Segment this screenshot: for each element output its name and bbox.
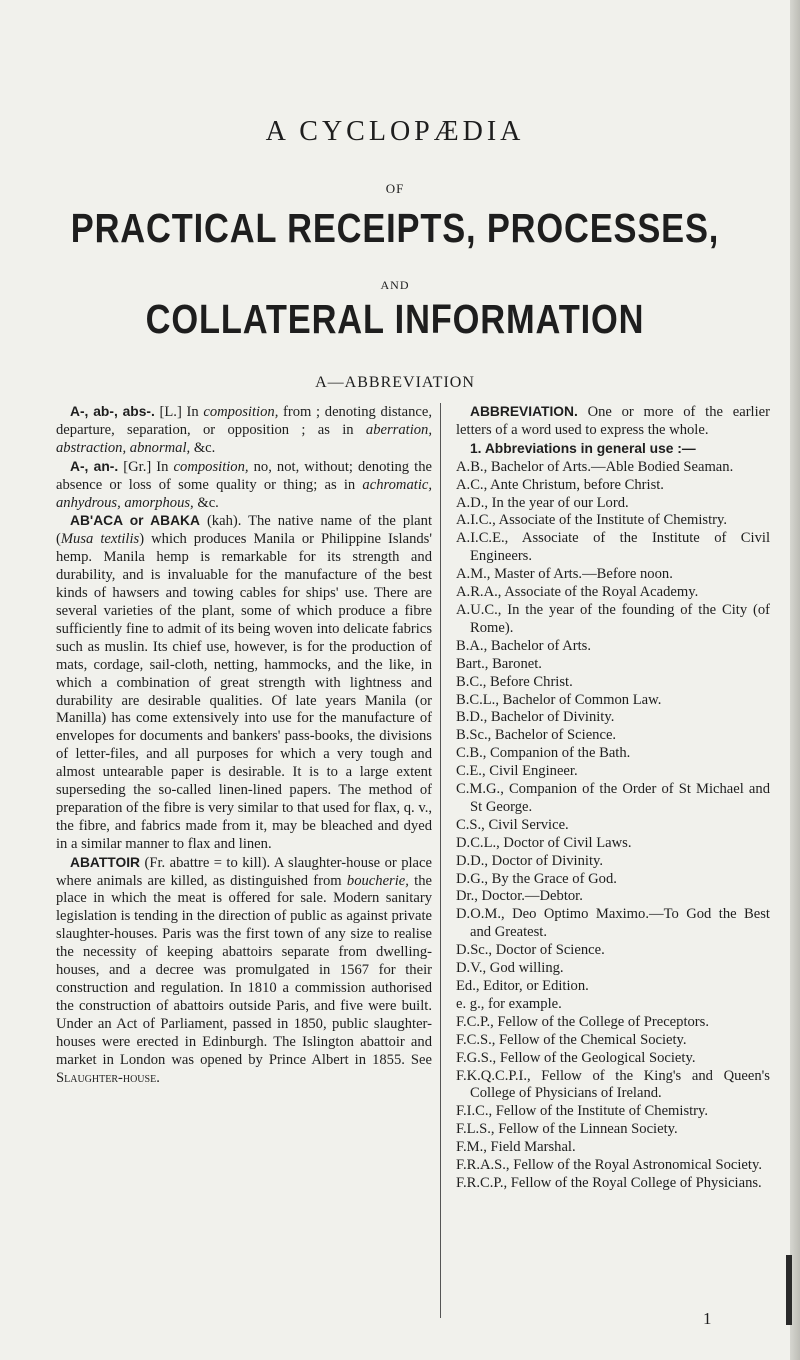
abbreviation-item: F.C.S., Fellow of the Chemical Society. <box>456 1031 687 1048</box>
entry-pronunciation: (kah). <box>199 513 242 530</box>
abbreviation-item: D.V., God willing. <box>456 960 564 977</box>
abbreviation-item: F.L.S., Fellow of the Linnean Society. <box>456 1121 678 1138</box>
title-line-cyclopaedia: A CYCLOPÆDIA <box>265 116 525 147</box>
entry-text: no, not, without; denoting the absence or loss of some quality or thing; as in <box>56 458 432 493</box>
entry-italic: Musa textilis <box>60 531 140 548</box>
abbreviation-item: F.K.Q.C.P.I., Fellow of the King's and Queen's College of Physicians of Ireland. <box>456 1067 770 1102</box>
entry-text: In <box>151 458 174 475</box>
left-column <box>56 403 432 1087</box>
abbreviation-item: B.C., Before Christ. <box>456 673 573 690</box>
entry-text: One or more of the earlier letters of a word used to express the whole. <box>456 404 770 438</box>
right-column <box>456 403 770 1193</box>
abbreviation-item: A.C., Ante Christum, before Christ. <box>456 476 664 493</box>
abbreviation-item: C.E., Civil Engineer. <box>456 763 578 780</box>
entry-headword: A-, an-. <box>70 458 119 474</box>
entry-a-an <box>56 458 432 513</box>
abbreviation-item: Dr., Doctor.—Debtor. <box>456 888 583 905</box>
abbreviation-item: e. g., for example. <box>456 995 562 1012</box>
entry-headword: ABBREVIATION. <box>470 404 578 419</box>
entry-examples: aberration, abstraction, abnormal, <box>56 421 432 456</box>
abbreviation-item: D.C.L., Doctor of Civil Laws. <box>456 834 632 851</box>
abbreviation-item: F.C.P., Fellow of the College of Preceptors. <box>456 1013 709 1030</box>
abbreviation-item: D.Sc., Doctor of Science. <box>456 942 605 959</box>
entry-examples: achromatic, anhydrous, amorphous, <box>56 476 432 511</box>
entry-origin-tag: [Gr.] <box>123 458 152 475</box>
cross-reference: Slaughter-house. <box>56 1069 160 1086</box>
abbreviation-item: A.I.C.E., Associate of the Institute of Civil Engineers. <box>456 530 770 565</box>
entry-text: from ; denoting distance, departure, separation, or opposition ; as in <box>56 404 432 438</box>
subheading-general-use <box>456 440 770 459</box>
abbreviation-item: C.S., Civil Service. <box>456 816 569 833</box>
abbreviation-item: F.G.S., Fellow of the Geological Society. <box>456 1049 696 1066</box>
abbreviation-item: A.B., Bachelor of Arts.—Able Bodied Seaman. <box>456 458 734 475</box>
entry-abattoir <box>56 854 432 1088</box>
abbreviation-item: B.A., Bachelor of Arts. <box>456 637 591 654</box>
entry-origin-tag: [L.] <box>159 404 182 420</box>
entry-text: the place in which the meat is offered for sale. Modern sanitary legislation is tending in the direction of public as against private slaughter-houses. Paris was the first town of any size to realise the necessity of keeping abattoirs separate from dwelling-houses, and a decree was promulgated in 1567 for their construction and regulation. In 1810 a commission authorised the construction of abattoirs outside Paris, and five were built. Under an Act of Parliament, passed in 1850, public slaughter-houses were erected in Edinburgh. The Islington abattoir and market in London was opened by Prince Albert in 1855. See <box>56 872 433 1068</box>
entry-text: &c. <box>193 494 219 511</box>
entry-abaca <box>56 512 432 853</box>
abbreviation-item: A.I.C., Associate of the Institute of Chemistry. <box>456 512 728 529</box>
entry-a-ab-abs <box>56 403 432 458</box>
abbreviation-item: D.G., By the Grace of God. <box>456 870 617 887</box>
entry-text: (Fr. abattre = to kill). A slaughter-house or place where animals are killed, as distinguished from <box>56 854 432 889</box>
abbreviation-item: Bart., Baronet. <box>456 655 542 672</box>
ink-mark <box>786 1255 792 1325</box>
abbreviation-item: F.R.A.S., Fellow of the Royal Astronomical Society. <box>456 1157 762 1174</box>
entry-italic: boucherie, <box>346 872 409 889</box>
entry-headword: ABATTOIR <box>70 854 141 870</box>
title-line-of: OF <box>385 181 405 196</box>
page-edge-shadow <box>790 0 800 1360</box>
title-line-practical-receipts: PRACTICAL RECEIPTS, PROCESSES, <box>70 205 720 251</box>
entry-italic: composition, <box>173 458 249 475</box>
entry-text: &c. <box>190 439 216 456</box>
section-heading: A—ABBREVIATION <box>315 374 475 391</box>
abbreviation-item: C.M.G., Companion of the Order of St Michael and St George. <box>456 781 770 815</box>
entry-text: ) which produces Manila or Philippine Islands' hemp. Manila hemp is remarkable for its strength and durability, and is invaluable for the manufacture of the best kinds of hawsers and towing cables for ships' use. There are several varieties of the plant, some of which produce a fibre sufficiently fine to admit of its being woven into delicate fabrics such as muslin. Its chief use, however, is for the production of mats, cordage, sail-cloth, netting, hammocks, and the like, in which a combination of great strength with lightness and durability are desirable qualities. Of late years Manila (or Manilla) has come extensively into use for the manufacture of envelopes for documents and bankers' pass-books, the divisions of letter-files, and all purposes for which a very tough and almost untearable paper is desirable. It is to a large extent superseding the so-called linen-lined papers. The method of preparation of the fibre is very similar to that used for flax, q. v., the fibre, and fabrics made from it, may be bleached and dyed in a similar manner to flax and linen. <box>56 531 432 852</box>
entry-headword: A-, ab-, abs-. <box>70 404 155 419</box>
entry-text: In <box>181 404 204 420</box>
abbreviation-item: F.M., Field Marshal. <box>456 1139 576 1156</box>
abbreviation-item: C.B., Companion of the Bath. <box>456 745 631 762</box>
abbreviation-item: F.R.C.P., Fellow of the Royal College of Physicians. <box>456 1174 762 1191</box>
title-line-and: AND <box>380 278 410 292</box>
abbreviation-item: A.R.A., Associate of the Royal Academy. <box>456 584 699 601</box>
subheading-text: 1. Abbreviations in general use :— <box>470 440 696 456</box>
entry-italic: composition, <box>203 404 279 420</box>
abbreviation-item: D.D., Doctor of Divinity. <box>456 852 603 869</box>
abbreviation-item: B.C.L., Bachelor of Common Law. <box>456 691 662 708</box>
abbreviation-item: A.D., In the year of our Lord. <box>456 494 629 511</box>
column-divider <box>440 403 441 1318</box>
abbreviation-item: Ed., Editor, or Edition. <box>456 978 589 994</box>
abbreviation-list <box>456 459 770 1193</box>
entry-text: The native name of the plant ( <box>56 513 432 548</box>
abbreviation-item: B.D., Bachelor of Divinity. <box>456 709 615 726</box>
abbreviation-item: A.U.C., In the year of the founding of the City (of Rome). <box>456 601 770 636</box>
entry-abbreviation <box>456 403 770 440</box>
abbreviation-item: A.M., Master of Arts.—Before noon. <box>456 566 673 583</box>
abbreviation-item: D.O.M., Deo Optimo Maximo.—To God the Best and Greatest. <box>456 906 770 941</box>
abbreviation-item: F.I.C., Fellow of the Institute of Chemistry. <box>456 1103 709 1120</box>
title-line-collateral-information: COLLATERAL INFORMATION <box>145 296 645 342</box>
page-number: 1 <box>703 1309 712 1328</box>
abbreviation-item: B.Sc., Bachelor of Science. <box>456 727 617 744</box>
entry-headword: AB'ACA or ABAKA <box>70 513 200 529</box>
